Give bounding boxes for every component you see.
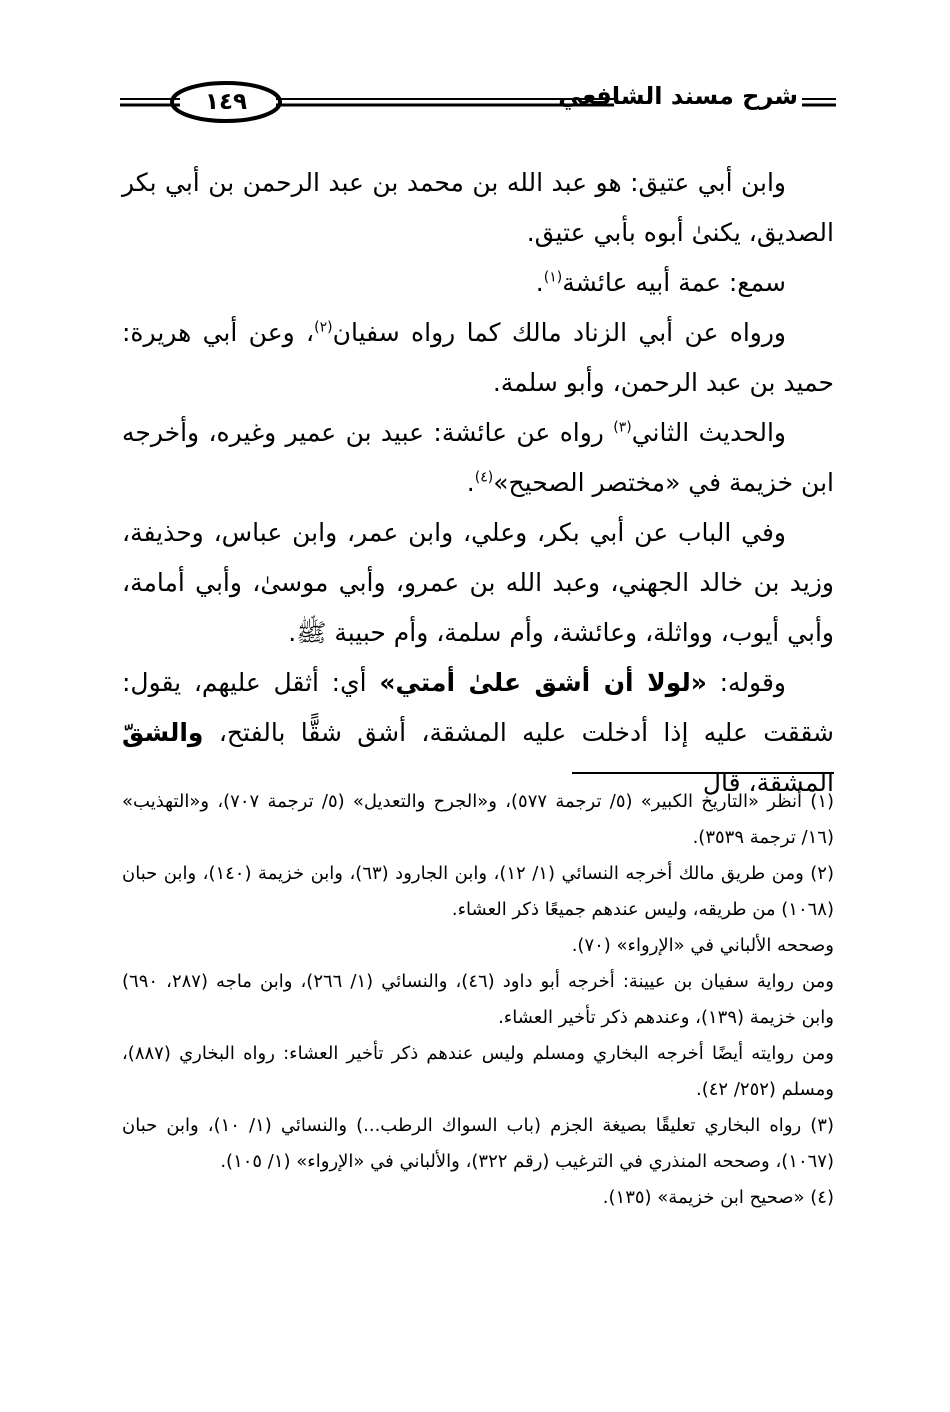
running-title: شرح مسند الشافعي (558, 82, 798, 110)
page-header (120, 76, 836, 128)
defined-word: والشقّ (122, 718, 204, 747)
footnote-ref-4: (٤) (474, 469, 494, 486)
footnote-2-continued: ومن روايته أيضًا أخرجه البخاري ومسلم وليس عندهم ذكر تأخير العشاء: رواه البخاري (٨٨٧)، ومسلم (٢٥٢/ ٤٢). (122, 1043, 834, 1100)
page-number: ١٤٩ (204, 89, 248, 115)
paragraph-ibn-abi-ateeq: وابن أبي عتيق: هو عبد الله بن محمد بن عبد الرحمن بن أبي بكر الصديق، يكنىٰ أبوه بأبي عتيق. (122, 168, 834, 247)
paragraph-second-hadith-a: والحديث الثاني (631, 418, 787, 447)
paragraph-samia-text: سمع: عمة أبيه عائشة (562, 268, 786, 297)
paragraph-rawahu-a: ورواه عن أبي الزناد مالك كما رواه سفيان (332, 318, 786, 347)
paragraph-samia-end: . (535, 268, 544, 297)
paragraph-second-hadith-end: . (466, 468, 475, 497)
paragraph-fil-bab: وفي الباب عن أبي بكر، وعلي، وابن عمر، وابن عباس، وحذيفة، وزيد بن خالد الجهني، وعبد الله بن عمرو، وأبي موسىٰ، وأبي أمامة، وأبي أيوب، وواثلة، وعائشة، وأم سلمة، وأم حبيبة ﷺ. (122, 518, 834, 647)
paragraph-rawahu-b: ، وعن أبي هريرة: حميد بن عبد الرحمن، وأبو سلمة. (122, 318, 834, 397)
paragraph-rawahu (122, 308, 834, 408)
footnote-ref-3: (٣) (613, 419, 632, 436)
footnote-1: (١) أنظر «التاريخ الكبير» (٥/ ترجمة ٥٧٧)، و«الجرح والتعديل» (٥/ ترجمة ٧٠٧)، و«التهذيب» (١٦/ ترجمة ٣٥٣٩). (122, 791, 835, 848)
footnote-2: (٢) ومن طريق مالك أخرجه النسائي (١/ ١٢)، وابن الجارود (٦٣)، وابن خزيمة (١٤٠)، وابن حبان (١٠٦٨) من طريقه، وليس عندهم جميعًا ذكر العشاء. (122, 863, 834, 920)
footnote-3: (٣) رواه البخاري تعليقًا بصيغة الجزم (باب السواك الرطب...) والنسائي (١/ ١٠)، وابن حبان (١٠٦٧)، وصححه المنذري في الترغيب (رقم ٣٢٢)، والألباني في «الإرواء» (١/ ١٠٥). (122, 1115, 834, 1172)
paragraph-second-hadith (122, 408, 834, 508)
paragraph-second-hadith-b: رواه عن عائشة: عبيد بن عمير وغيره، وأخرجه ابن خزيمة في «مختصر الصحيح» (122, 418, 834, 497)
main-text (122, 158, 834, 808)
paragraph-qawluhu-a: وقوله: (706, 668, 786, 697)
footnotes (122, 784, 834, 1216)
footnote-ref-2: (٢) (314, 319, 333, 336)
quoted-hadith: «لولا أن أشق علىٰ أمتي» (379, 668, 707, 697)
footnote-4: (٤) «صحيح ابن خزيمة» (١٣٥). (602, 1187, 834, 1208)
paragraph-qawluhu-b: أي: أثقل عليهم، يقول: شققت عليه إذا أدخلت عليه المشقة، أشق شقًّا بالفتح، (122, 668, 834, 747)
paragraph-samia (122, 258, 834, 308)
paragraph-qawluhu-c: المشقة، قال (702, 768, 834, 797)
footnote-ref-1: (١) (543, 269, 563, 286)
footnote-2-continued: ومن رواية سفيان بن عيينة: أخرجه أبو داود (٤٦)، والنسائي (١/ ٢٦٦)، وابن ماجه (٢٨٧، ٦٩٠) وابن خزيمة (١٣٩)، وعندهم ذكر تأخير العشاء. (122, 971, 834, 1028)
footnote-2-continued: وصححه الألباني في «الإرواء» (٧٠). (571, 935, 834, 956)
footnote-separator (572, 772, 834, 774)
